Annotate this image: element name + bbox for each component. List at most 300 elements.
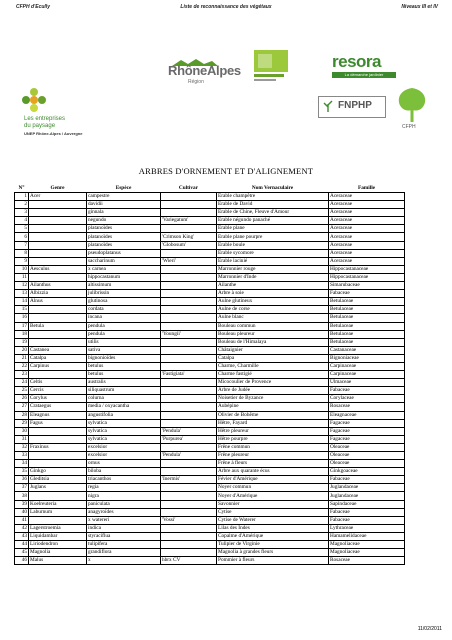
cell-number: 29 [15, 419, 29, 427]
cell-number: 45 [15, 549, 29, 557]
cell-cultivar [161, 306, 217, 314]
cell-number: 6 [15, 233, 29, 241]
cell-number: 4 [15, 217, 29, 225]
cell-number: 23 [15, 371, 29, 379]
cell-espece: indica [87, 524, 161, 532]
cell-number: 9 [15, 257, 29, 265]
cell-nom-vernaculaire: Erable champêtre [217, 193, 329, 201]
cell-nom-vernaculaire: Marronnier d'Inde [217, 273, 329, 281]
table-row [15, 387, 405, 395]
cell-cultivar [161, 508, 217, 516]
col-nom-vernaculaire: Nom Vernaculaire [251, 184, 294, 191]
cell-famille: Rosaceae [329, 403, 405, 411]
cell-cultivar: 'Wieri' [161, 257, 217, 265]
cell-nom-vernaculaire: Erable négundo panaché [217, 217, 329, 225]
cell-famille: Fabaceae [329, 290, 405, 298]
cell-famille: Simarubaceae [329, 282, 405, 290]
cell-famille: Aceraceae [329, 233, 405, 241]
cell-espece: ginnala [87, 209, 161, 217]
cell-number: 24 [15, 379, 29, 387]
cell-nom-vernaculaire: Noisetier de Byzance [217, 395, 329, 403]
cell-famille: Hamamelidaceae [329, 532, 405, 540]
cell-famille: Carpinaceae [329, 371, 405, 379]
cell-number: 28 [15, 411, 29, 419]
page-title: ARBRES D'ORNEMENT ET D'ALIGNEMENT [138, 166, 314, 176]
cell-famille: Corylaceae [329, 395, 405, 403]
table-row [15, 233, 405, 241]
cell-genre: Eleagnus [29, 411, 87, 419]
table-row [15, 403, 405, 411]
table-row [15, 354, 405, 362]
cell-espece: excelsior [87, 452, 161, 460]
cell-genre [29, 209, 87, 217]
cell-cultivar [161, 492, 217, 500]
cell-nom-vernaculaire: Copalme d'Amérique [217, 532, 329, 540]
cell-nom-vernaculaire: Bouleau pleureur [217, 330, 329, 338]
cell-espece: australis [87, 379, 161, 387]
cell-famille: Hippocastanaceae [329, 273, 405, 281]
cell-number: 38 [15, 492, 29, 500]
cell-cultivar [161, 443, 217, 451]
cell-genre: Ailanthus [29, 282, 87, 290]
cell-nom-vernaculaire: Noyer d'Amérique [217, 492, 329, 500]
cell-cultivar [161, 273, 217, 281]
cell-espece: pendula [87, 322, 161, 330]
table-row [15, 492, 405, 500]
fnphp-wordmark: FNPHP [338, 100, 372, 111]
cell-genre [29, 241, 87, 249]
cell-genre: Betula [29, 322, 87, 330]
cell-famille: Aceraceae [329, 201, 405, 209]
cell-cultivar [161, 249, 217, 257]
cell-genre [29, 452, 87, 460]
cell-famille: Juglandaceae [329, 492, 405, 500]
cell-nom-vernaculaire: Châtaignier [217, 346, 329, 354]
fnphp-logo [318, 96, 384, 118]
col-cultivar: Cultivar [178, 184, 199, 191]
cell-cultivar [161, 322, 217, 330]
cell-genre: Cercis [29, 387, 87, 395]
cell-number: 42 [15, 524, 29, 532]
cell-cultivar [161, 225, 217, 233]
cell-number: 21 [15, 354, 29, 362]
cell-espece: anagyroïdes [87, 508, 161, 516]
cell-famille: Fagaceae [329, 419, 405, 427]
cell-espece: biloba [87, 468, 161, 476]
table-row [15, 282, 405, 290]
cell-famille: Magnoliaceae [329, 541, 405, 549]
cell-famille: Hippocastanaceae [329, 265, 405, 273]
cell-nom-vernaculaire: Erable lacinié [217, 257, 329, 265]
cell-espece: x carnea [87, 265, 161, 273]
cell-genre [29, 371, 87, 379]
cell-number: 46 [15, 557, 29, 565]
col-genre: Genre [50, 184, 65, 191]
unep-line1: Les entreprises [24, 116, 66, 122]
cell-number: 8 [15, 249, 29, 257]
cell-nom-vernaculaire: Aulne de corse [217, 306, 329, 314]
table-row [15, 241, 405, 249]
table-header-row [15, 184, 405, 193]
cell-famille: Betulaceae [329, 314, 405, 322]
cell-espece: grandiflora [87, 549, 161, 557]
cell-famille: Aceraceae [329, 209, 405, 217]
cell-espece: julibrissin [87, 290, 161, 298]
cell-genre: Gleditsia [29, 476, 87, 484]
cell-cultivar [161, 500, 217, 508]
cell-espece: pseudoplatanus [87, 249, 161, 257]
cell-espece: altissimum [87, 282, 161, 290]
table-row [15, 532, 405, 540]
cell-espece: excelsior [87, 443, 161, 451]
cell-famille: Ginkgoaceae [329, 468, 405, 476]
cell-famille: Aceraceae [329, 249, 405, 257]
cell-number: 26 [15, 395, 29, 403]
cell-cultivar: 'Vossi' [161, 516, 217, 524]
cell-number: 41 [15, 516, 29, 524]
cell-cultivar [161, 532, 217, 540]
cell-number: 2 [15, 201, 29, 209]
cell-genre: Magnolia [29, 549, 87, 557]
plant-table [14, 184, 405, 565]
cell-genre: Celtis [29, 379, 87, 387]
table-row [15, 265, 405, 273]
cell-cultivar [161, 419, 217, 427]
cell-espece: bignonioïdes [87, 354, 161, 362]
cell-genre [29, 201, 87, 209]
cell-espece: betulus [87, 371, 161, 379]
cell-famille: Juglandaceae [329, 484, 405, 492]
cell-cultivar: hbrx CV [161, 557, 217, 565]
cell-espece: cordata [87, 306, 161, 314]
cfph-tree-icon [392, 84, 432, 124]
cell-number: 25 [15, 387, 29, 395]
cell-number: 30 [15, 427, 29, 435]
cell-nom-vernaculaire: Noyer commun [217, 484, 329, 492]
cell-number: 39 [15, 500, 29, 508]
fpa-logo [252, 48, 292, 86]
resora-wordmark: resora [332, 52, 381, 71]
fpa-leaf-icon [252, 48, 292, 86]
resora-logo [332, 52, 432, 82]
cell-espece: x watereri [87, 516, 161, 524]
cell-espece: x [87, 557, 161, 565]
table-row [15, 419, 405, 427]
cell-famille: Fagaceae [329, 435, 405, 443]
cell-famille: Fagaceae [329, 427, 405, 435]
cell-cultivar: 'Inermis' [161, 476, 217, 484]
cell-number: 34 [15, 460, 29, 468]
table-row [15, 443, 405, 451]
cell-espece: sylvatica [87, 427, 161, 435]
cell-nom-vernaculaire: Arbre aux quarante écus [217, 468, 329, 476]
cell-cultivar: 'Variegatum' [161, 217, 217, 225]
cell-famille: Betulaceae [329, 322, 405, 330]
cell-genre [29, 217, 87, 225]
cell-genre: Fagus [29, 419, 87, 427]
cell-number: 16 [15, 314, 29, 322]
cell-genre [29, 249, 87, 257]
cell-nom-vernaculaire: Aulne blanc [217, 314, 329, 322]
cell-cultivar: 'Youngii' [161, 330, 217, 338]
cell-cultivar [161, 265, 217, 273]
cell-cultivar [161, 541, 217, 549]
cell-genre: Laburnum [29, 508, 87, 516]
cell-nom-vernaculaire: Olivier de Bohême [217, 411, 329, 419]
cell-nom-vernaculaire: Charme, Charmille [217, 362, 329, 370]
cell-genre: Juglans [29, 484, 87, 492]
unep-line3: UNEP Rhône-Alpes / Auvergne [24, 131, 83, 136]
cell-number: 3 [15, 209, 29, 217]
cell-number: 10 [15, 265, 29, 273]
logo-banner [0, 40, 452, 150]
cell-famille: Betulaceae [329, 306, 405, 314]
cell-espece: ornus [87, 460, 161, 468]
cell-genre: Carpinus [29, 362, 87, 370]
cell-espece: platanoïdes [87, 225, 161, 233]
cell-espece: hippocastanum [87, 273, 161, 281]
cell-espece: betulus [87, 362, 161, 370]
cell-espece: saccharinum [87, 257, 161, 265]
table-row [15, 362, 405, 370]
cell-cultivar [161, 549, 217, 557]
cell-genre: Corylus [29, 395, 87, 403]
unep-line2: du paysage [24, 123, 56, 129]
table-row [15, 379, 405, 387]
cell-espece: regia [87, 484, 161, 492]
cell-nom-vernaculaire: Erable de Chine, Fleuve d'Amour [217, 209, 329, 217]
cell-nom-vernaculaire: Catalpa [217, 354, 329, 362]
table-row [15, 193, 405, 201]
cell-nom-vernaculaire: Hêtre pourpre [217, 435, 329, 443]
cell-number: 13 [15, 290, 29, 298]
cell-cultivar [161, 290, 217, 298]
cell-genre: Acer [29, 193, 87, 201]
rhonealpes-sub: Région [188, 79, 204, 85]
cell-espece: davidii [87, 201, 161, 209]
cell-nom-vernaculaire: Bouleau de l'Himalaya [217, 338, 329, 346]
cell-espece: pendula [87, 330, 161, 338]
cell-cultivar: 'Crimson King' [161, 233, 217, 241]
cell-famille: Sapindaceae [329, 500, 405, 508]
cell-nom-vernaculaire: Micocoulier de Provence [217, 379, 329, 387]
cell-genre [29, 314, 87, 322]
cell-nom-vernaculaire: Frêne commun [217, 443, 329, 451]
cell-nom-vernaculaire: Charme fastigié [217, 371, 329, 379]
table-row [15, 330, 405, 338]
cell-nom-vernaculaire: Lilas des Indes [217, 524, 329, 532]
cell-espece: negundo [87, 217, 161, 225]
table-row [15, 484, 405, 492]
cell-espece: incana [87, 314, 161, 322]
cell-genre [29, 306, 87, 314]
cell-cultivar [161, 411, 217, 419]
table-row [15, 452, 405, 460]
cell-cultivar [161, 209, 217, 217]
cell-number: 33 [15, 452, 29, 460]
resora-tagline: La démarche jardinier [332, 72, 396, 78]
cell-nom-vernaculaire: Erable de David [217, 201, 329, 209]
table-row [15, 201, 405, 209]
cell-espece: sativa [87, 346, 161, 354]
table-row [15, 314, 405, 322]
cell-famille: Aceraceae [329, 241, 405, 249]
cell-cultivar [161, 395, 217, 403]
cell-nom-vernaculaire: Cytise de Waterer [217, 516, 329, 524]
cell-espece: campestre [87, 193, 161, 201]
table-row [15, 549, 405, 557]
cell-cultivar: 'Pendula' [161, 427, 217, 435]
unep-flower-icon [22, 88, 46, 112]
table-row [15, 306, 405, 314]
col-espece: Espèce [115, 184, 132, 191]
cell-number: 27 [15, 403, 29, 411]
col-famille: Famille [357, 184, 376, 191]
cell-cultivar [161, 338, 217, 346]
cell-famille: Eleagnaceae [329, 411, 405, 419]
cell-nom-vernaculaire: Marronnier rouge [217, 265, 329, 273]
cell-famille: Rosaceae [329, 557, 405, 565]
table-row [15, 298, 405, 306]
cell-cultivar: 'Fastigiata' [161, 371, 217, 379]
cell-famille: Carpinaceae [329, 362, 405, 370]
cell-cultivar [161, 298, 217, 306]
table-row [15, 524, 405, 532]
cell-genre [29, 516, 87, 524]
table-row [15, 411, 405, 419]
cell-genre: Koelreuteria [29, 500, 87, 508]
cell-cultivar [161, 403, 217, 411]
cell-nom-vernaculaire: Frêne pleureur [217, 452, 329, 460]
cell-genre: Albizzia [29, 290, 87, 298]
table-row [15, 516, 405, 524]
table-row [15, 435, 405, 443]
table-row [15, 541, 405, 549]
cell-famille: Betulaceae [329, 338, 405, 346]
table-row [15, 338, 405, 346]
table-row [15, 371, 405, 379]
cell-number: 31 [15, 435, 29, 443]
cell-genre [29, 435, 87, 443]
cell-number: 12 [15, 282, 29, 290]
cell-espece: glutinosa [87, 298, 161, 306]
table-row [15, 476, 405, 484]
cell-cultivar: 'Pendula' [161, 452, 217, 460]
cell-espece: colurna [87, 395, 161, 403]
cell-cultivar [161, 484, 217, 492]
rhonealpes-wordmark: RhôneAlpes [168, 63, 241, 78]
table-row [15, 225, 405, 233]
cell-famille: Aceraceae [329, 257, 405, 265]
cell-famille: Ulmaceae [329, 379, 405, 387]
cell-famille: Oleaceae [329, 452, 405, 460]
cell-number: 5 [15, 225, 29, 233]
cell-famille: Aceraceae [329, 193, 405, 201]
cell-famille: Lythraceae [329, 524, 405, 532]
cell-espece: sylvatica [87, 435, 161, 443]
cell-nom-vernaculaire: Frêne à fleurs [217, 460, 329, 468]
cell-nom-vernaculaire: Hêtre pleureur [217, 427, 329, 435]
cell-number: 15 [15, 306, 29, 314]
cell-famille: Oleaceae [329, 443, 405, 451]
cell-genre: Malus [29, 557, 87, 565]
cell-number: 11 [15, 273, 29, 281]
table-row [15, 346, 405, 354]
cell-genre [29, 257, 87, 265]
table-row [15, 249, 405, 257]
cell-famille: Fabaceae [329, 508, 405, 516]
cfph-logo [392, 84, 432, 132]
cell-genre: Aesculus [29, 265, 87, 273]
cell-genre: Crataegus [29, 403, 87, 411]
cell-number: 36 [15, 476, 29, 484]
table-row [15, 209, 405, 217]
cell-cultivar: 'Globosum' [161, 241, 217, 249]
cell-nom-vernaculaire: Erable plane pourpre [217, 233, 329, 241]
cell-espece: utilis [87, 338, 161, 346]
cfph-wordmark: CFPH [402, 124, 416, 130]
cell-genre: Lagerstroemia [29, 524, 87, 532]
table-row [15, 395, 405, 403]
cell-nom-vernaculaire: Magnolia à grandes fleurs [217, 549, 329, 557]
cell-cultivar [161, 379, 217, 387]
table-row [15, 217, 405, 225]
unep-logo [18, 88, 114, 146]
cell-famille: Betulaceae [329, 298, 405, 306]
cell-genre: Liriodendron [29, 541, 87, 549]
cell-number: 40 [15, 508, 29, 516]
cell-espece: platanoïdes [87, 241, 161, 249]
cell-genre [29, 427, 87, 435]
cell-famille: Aceraceae [329, 217, 405, 225]
cell-genre [29, 225, 87, 233]
cell-espece: triacanthos [87, 476, 161, 484]
rhonealpes-logo [158, 54, 244, 88]
cell-genre [29, 273, 87, 281]
cell-nom-vernaculaire: Aulne glutineux [217, 298, 329, 306]
cell-nom-vernaculaire: Erable plane [217, 225, 329, 233]
cell-nom-vernaculaire: Aubépine [217, 403, 329, 411]
cell-number: 17 [15, 322, 29, 330]
cell-famille: Castanaceae [329, 346, 405, 354]
cell-genre: Fraxinus [29, 443, 87, 451]
table-row [15, 427, 405, 435]
cell-cultivar [161, 524, 217, 532]
cell-genre: Catalpa [29, 354, 87, 362]
cell-number: 32 [15, 443, 29, 451]
cell-number: 20 [15, 346, 29, 354]
cell-genre: Liquidambar [29, 532, 87, 540]
cell-number: 7 [15, 241, 29, 249]
cell-famille: Betulaceae [329, 330, 405, 338]
cell-cultivar [161, 201, 217, 209]
cell-famille: Oleaceae [329, 460, 405, 468]
cell-cultivar [161, 468, 217, 476]
cell-espece: siliquastrum [87, 387, 161, 395]
cell-genre [29, 492, 87, 500]
cell-genre: Alnus [29, 298, 87, 306]
cell-espece: styraciflua [87, 532, 161, 540]
table-body [15, 193, 405, 565]
cell-nom-vernaculaire: Savonnier [217, 500, 329, 508]
cell-nom-vernaculaire: Hêtre, Fayard [217, 419, 329, 427]
col-number: N° [18, 184, 25, 191]
cell-number: 19 [15, 338, 29, 346]
cell-nom-vernaculaire: Arbre à soie [217, 290, 329, 298]
cell-cultivar: 'Purpurea' [161, 435, 217, 443]
cell-espece: paniculata [87, 500, 161, 508]
cell-cultivar [161, 193, 217, 201]
